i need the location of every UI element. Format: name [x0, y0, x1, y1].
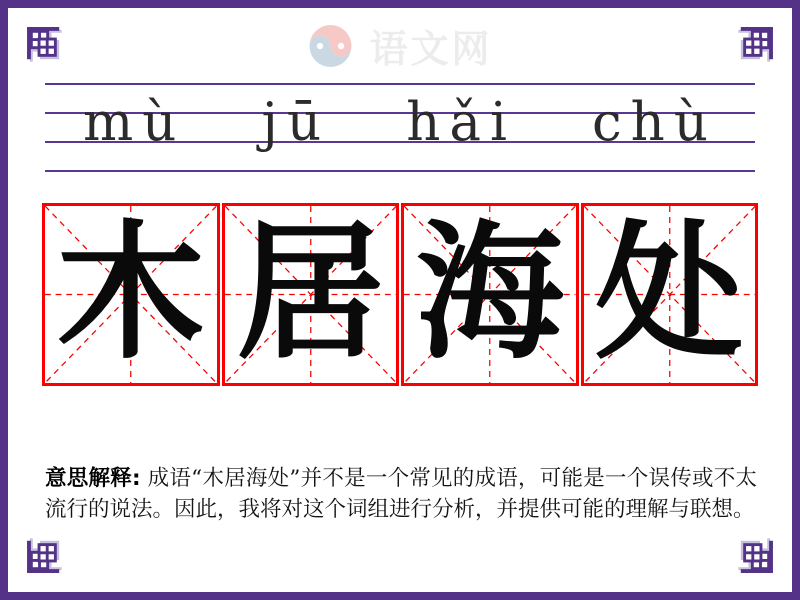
explanation-text: 成语“木居海处”并不是一个常见的成语，可能是一个误传或不太流行的说法。因此，我将对这个词组进行分析，并提供可能的理解与联想。 — [45, 465, 757, 522]
corner-ornament-icon — [16, 536, 64, 584]
pinyin-syllable: jū — [261, 92, 331, 153]
mizige-cell — [222, 203, 400, 386]
hanzi-character: 处 — [595, 204, 744, 379]
pinyin-syllable: chù — [592, 92, 717, 153]
meaning-explanation — [45, 463, 757, 526]
watermark — [307, 18, 492, 73]
hanzi-character: 海 — [415, 204, 564, 379]
corner-ornament-icon — [736, 536, 784, 584]
explanation-label: 意思解释: — [45, 465, 141, 491]
hanzi-character: 木 — [56, 204, 205, 379]
pinyin-row — [45, 83, 755, 163]
corner-ornament-icon — [736, 16, 784, 64]
mizige-cell — [401, 203, 579, 386]
mizige-cell — [42, 203, 220, 386]
corner-ornament-icon — [16, 16, 64, 64]
character-grid — [42, 203, 758, 386]
pinyin-syllable: hǎi — [406, 92, 516, 153]
mizige-cell — [581, 203, 759, 386]
yinyang-fish-logo-icon — [307, 23, 353, 69]
pinyin-ruled-lines — [45, 83, 755, 172]
pinyin-syllable: mù — [83, 92, 186, 153]
pinyin-rule-line — [45, 170, 755, 172]
hanzi-character: 居 — [236, 204, 385, 379]
watermark-site-name: 语文网 — [369, 27, 493, 71]
